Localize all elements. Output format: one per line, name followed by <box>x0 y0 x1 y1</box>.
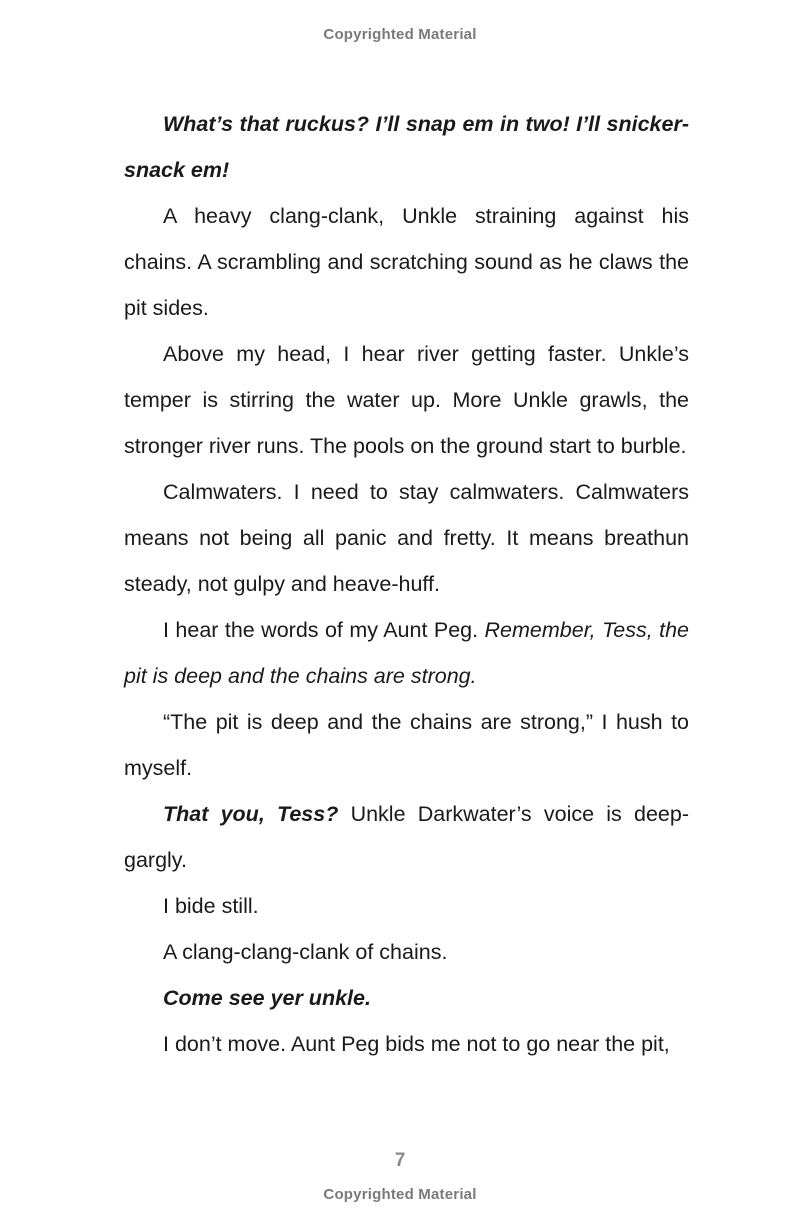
paragraph <box>124 1021 689 1067</box>
paragraph <box>124 607 689 699</box>
italic-bold-speech: Come see yer unkle. <box>163 986 371 1010</box>
paragraph-text: Above my head, I hear river getting faster. Unkle’s temper is stirring the water up. More Unkle grawls, the stronger river runs. The pools on the ground start to burble. <box>124 342 689 458</box>
copyright-watermark-top: Copyrighted Material <box>323 26 477 43</box>
paragraph <box>124 975 689 1021</box>
paragraph-text: A heavy clang-clank, Unkle straining against his chains. A scrambling and scratching sound as he claws the pit sides. <box>124 204 689 320</box>
page-text-body <box>124 101 689 1067</box>
paragraph <box>124 469 689 607</box>
page-number: 7 <box>394 1150 406 1171</box>
paragraph-text: A clang-clang-clank of chains. <box>163 940 448 964</box>
paragraph <box>124 193 689 331</box>
paragraph <box>124 929 689 975</box>
paragraph <box>124 791 689 883</box>
copyright-watermark-bottom: Copyrighted Material <box>323 1186 477 1203</box>
paragraph <box>124 101 689 193</box>
italic-bold-speech: What’s that ruckus? I’ll snap em in two! I’ll snicker-snack em! <box>124 112 689 182</box>
paragraph-text: Calmwaters. I need to stay calmwaters. Calmwaters means not being all panic and fretty. It means breathun steady, not gulpy and heave-huff. <box>124 480 689 596</box>
paragraph <box>124 883 689 929</box>
italic-thought: Remember, Tess, the pit is deep and the chains are strong. <box>124 618 689 688</box>
paragraph-text: I bide still. <box>163 894 259 918</box>
paragraph-text: I don’t move. Aunt Peg bids me not to go near the pit, <box>163 1032 670 1056</box>
paragraph-text: I hear the words of my Aunt Peg. <box>163 618 485 642</box>
paragraph <box>124 699 689 791</box>
paragraph-text: Unkle Darkwater’s voice is deep-gargly. <box>124 802 689 872</box>
italic-bold-speech: That you, Tess? <box>163 802 339 826</box>
paragraph <box>124 331 689 469</box>
paragraph-text: “The pit is deep and the chains are strong,” I hush to myself. <box>124 710 689 780</box>
